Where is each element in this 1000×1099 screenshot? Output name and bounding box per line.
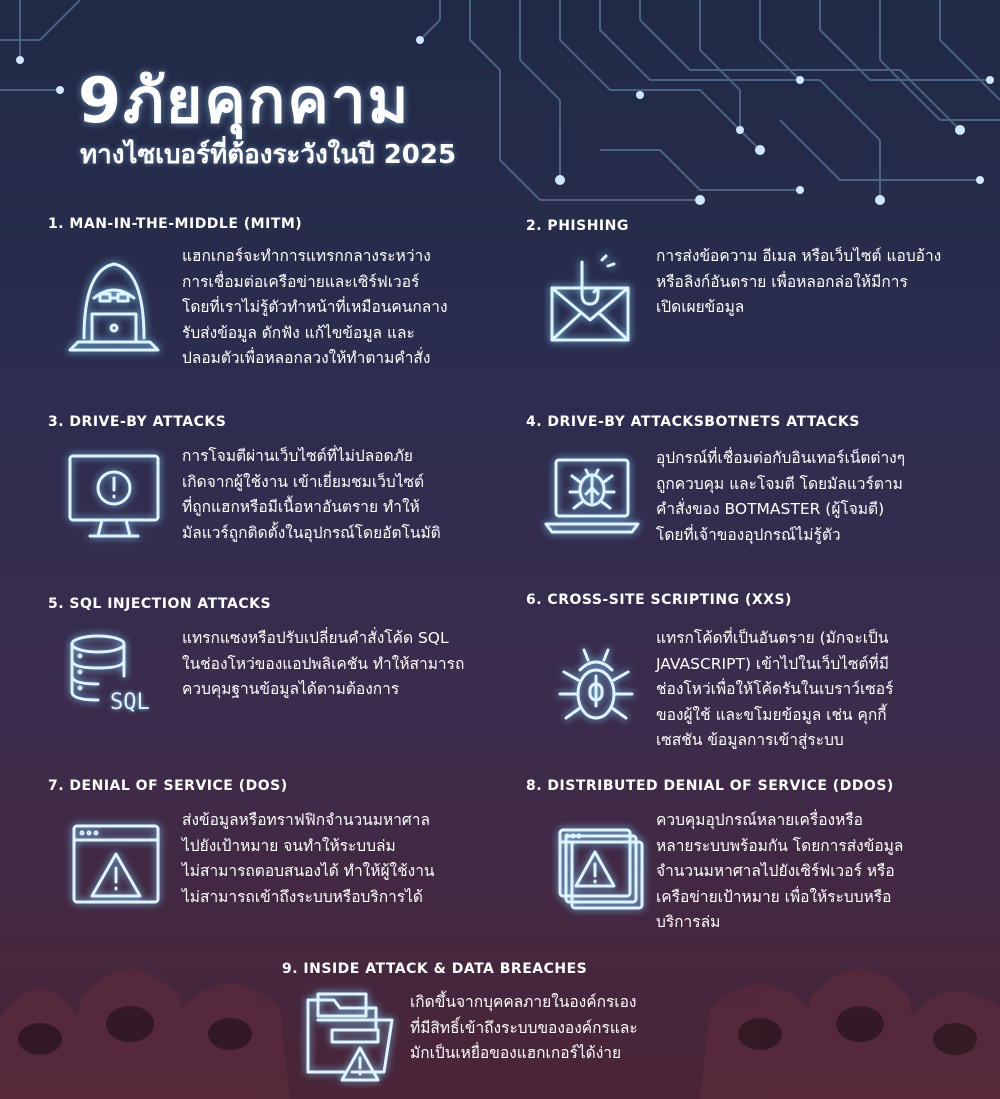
threat-heading: 7. DENIAL OF SERVICE (DOS) bbox=[48, 778, 288, 794]
folder-warning-icon bbox=[302, 990, 398, 1086]
threat-card-ddos bbox=[526, 778, 894, 794]
threat-description: การส่งข้อความ อีเมล หรือเว็บไซต์ แอบอ้าง หรือลิงก์อันตราย เพื่อหลอกล่อให้มีการ เปิดเผยข้อมูล bbox=[656, 247, 942, 317]
page-title: 9ภัยคุกคาม bbox=[78, 64, 411, 137]
threat-description: การโจมตีผ่านเว็บไซต์ที่ไม่ปลอดภัย เกิดจากผู้ใช้งาน เข้าเยี่ยมชมเว็บไซต์ ที่ถูกแฮกหรือมีเนื้อหาอันตราย ทำให้ มัลแวร์ถูกติดตั้งในอุปกรณ์โดยอัตโนมัติ bbox=[182, 447, 441, 542]
threat-description: แฮกเกอร์จะทำการแทรกกลางระหว่าง การเชื่อมต่อเครือข่ายและเซิร์ฟเวอร์ โดยที่เราไม่รู้ตัวทำหน้าที่เหมือนคนกลาง รับส่งข้อมูล ดักฟัง แก้ไขข้อมูล และ ปลอมตัวเพื่อหลอกลวงให้ทำตามคำสั่ง bbox=[182, 247, 448, 368]
database-sql-label: SQL bbox=[110, 690, 150, 715]
browser-window-warning-icon bbox=[70, 818, 166, 914]
threat-heading: 1. MAN-IN-THE-MIDDLE (MITM) bbox=[48, 216, 303, 232]
threat-description: อุปกรณ์ที่เชื่อมต่อกับอินเทอร์เน็ตต่างๆ ถูกควบคุม และโจมตี โดยมัลแวร์ตาม คำสั่งของ BOTMASTER (ผู้โจมตี) โดยที่เจ้าของอุปกรณ์ไม่รู้ตัว bbox=[656, 449, 906, 544]
threat-card-phishing bbox=[526, 218, 629, 234]
threat-heading: 3. DRIVE-BY ATTACKS bbox=[48, 414, 227, 430]
threat-heading: 5. SQL INJECTION ATTACKS bbox=[48, 596, 272, 612]
threat-card-xss bbox=[526, 592, 792, 608]
threat-description: ส่งข้อมูลหรือทราฟฟิกจำนวนมหาศาล ไปยังเป้าหมาย จนทำให้ระบบล่ม ไม่สามารถตอบสนองได้ ทำให้ผู้ใช้งาน ไม่สามารถเข้าถึงระบบหรือบริการได้ bbox=[182, 811, 435, 906]
page-subtitle: ทางไซเบอร์ที่ต้องระวังในปี 2025 bbox=[80, 140, 457, 170]
threat-card-inside-attack bbox=[282, 961, 587, 977]
monitor-warning-icon bbox=[66, 448, 162, 544]
threat-description: ควบคุมอุปกรณ์หลายเครื่องหรือ หลายระบบพร้อมกัน โดยการส่งข้อมูล จำนวนมหาศาลไปยังเซิร์ฟเวอร์ หรือ เครือข่ายเป้าหมาย เพื่อให้ระบบหรือ บริการล่ม bbox=[656, 811, 904, 932]
threat-heading: 4. DRIVE-BY ATTACKSBOTNETS ATTACKS bbox=[526, 414, 860, 430]
threat-card-drive-by bbox=[48, 414, 226, 430]
threat-description: เกิดขึ้นจากบุคคลภายในองค์กรเอง ที่มีสิทธิ์เข้าถึงระบบขององค์กรและ มักเป็นเหยื่อของแฮกเกอร์ได้ง่าย bbox=[410, 993, 638, 1063]
stacked-windows-warning-icon bbox=[556, 822, 652, 918]
threat-description: แทรกแซงหรือปรับเปลี่ยนคำสั่งโค้ด SQL ในช่องโหว่ของแอปพลิเคชัน ทำให้สามารถ ควบคุมฐานข้อมูลได้ตามต้องการ bbox=[182, 629, 465, 699]
threat-heading: 6. CROSS-SITE SCRIPTING (XXS) bbox=[526, 592, 792, 608]
phishing-hook-envelope-icon bbox=[546, 254, 642, 350]
threat-description: แทรกโค้ดที่เป็นอันตราย (มักจะเป็น JAVASCRIPT) เข้าไปในเว็บไซต์ที่มี ช่องโหว่เพื่อให้โค้ดรันในเบราว์เซอร์ ของผู้ใช้ และขโมยข้อมูล เช่น คุกกี้ เซสชัน ข้อมูลการเข้าสู่ระบบ bbox=[656, 629, 894, 750]
threat-card-botnets bbox=[526, 414, 860, 430]
threat-heading: 9. INSIDE ATTACK & DATA BREACHES bbox=[282, 961, 588, 977]
threat-card-dos bbox=[48, 778, 288, 794]
laptop-bug-icon bbox=[544, 450, 640, 546]
threat-heading: 8. DISTRIBUTED DENIAL OF SERVICE (DDOS) bbox=[526, 778, 894, 794]
bug-icon bbox=[548, 640, 644, 736]
hooded-hacker-laptop-icon bbox=[66, 258, 162, 354]
threat-card-mitm bbox=[48, 216, 302, 232]
threat-heading: 2. PHISHING bbox=[526, 218, 629, 234]
threat-card-sql-injection bbox=[48, 596, 271, 612]
